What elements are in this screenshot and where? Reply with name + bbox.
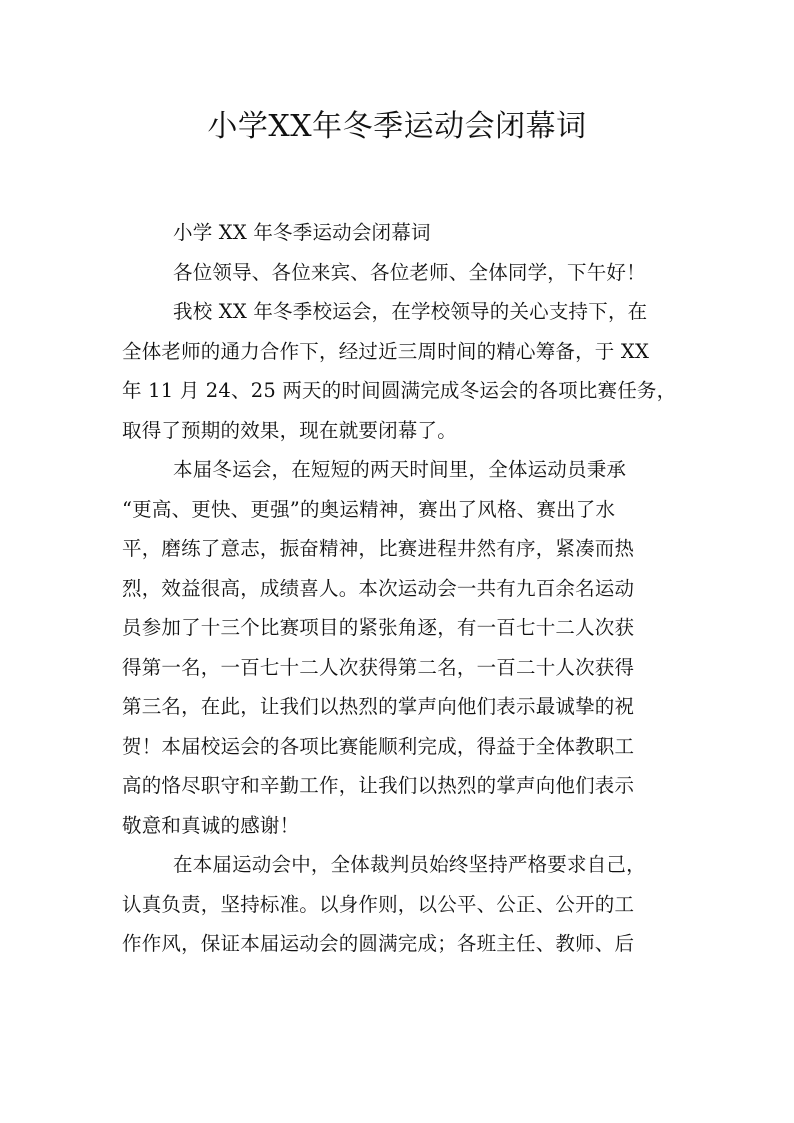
document-title: 小学XX年冬季运动会闭幕词 xyxy=(207,109,587,144)
body-line: 各位领导、各位来宾、各位老师、全体同学，下午好！ xyxy=(173,260,646,284)
body-line: 平，磨练了意志，振奋精神，比赛进程井然有序，紧凑而热 xyxy=(122,537,635,560)
body-line: 员参加了十三个比赛项目的紧张角逐，有一百七十二人次获 xyxy=(122,616,635,639)
body-line: 在本届运动会中，全体裁判员始终坚持严格要求自己， xyxy=(173,853,646,876)
body-line: 烈，效益很高，成绩喜人。本次运动会一共有九百余名运动 xyxy=(122,576,635,600)
body-line: “更高、更快、更强”的奥运精神，赛出了风格、赛出了水 xyxy=(122,497,616,521)
body-line: 作作风，保证本届运动会的圆满完成；各班主任、教师、后 xyxy=(122,932,635,955)
body-line: 本届冬运会，在短短的两天时间里，全体运动员秉承 xyxy=(173,458,627,481)
body-line: 全体老师的通力合作下，经过近三周时间的精心筹备，于 XX xyxy=(122,339,650,363)
body-line: 高的恪尽职守和辛勤工作，让我们以热烈的掌声向他们表示 xyxy=(122,774,635,797)
body-line: 我校 XX 年冬季校运会，在学校领导的关心支持下，在 xyxy=(173,300,648,323)
body-line: 得第一名，一百七十二人次获得第二名，一百二十人次获得 xyxy=(122,655,635,679)
body-line: 年 11 月 24、25 两天的时间圆满完成冬运会的各项比赛任务， xyxy=(122,379,677,402)
body-line: 取得了预期的效果，现在就要闭幕了。 xyxy=(122,418,457,442)
body-line: 认真负责，坚持标准。以身作则，以公平、公正、公开的工 xyxy=(122,892,635,916)
document-body xyxy=(122,213,678,964)
body-line: 第三名，在此，让我们以热烈的掌声向他们表示最诚挚的祝 xyxy=(122,695,635,718)
body-line: 小学 XX 年冬季运动会闭幕词 xyxy=(173,221,431,244)
body-line: 贺！本届校运会的各项比赛能顺利完成，得益于全体教职工 xyxy=(122,734,635,758)
body-line: 敬意和真诚的感谢！ xyxy=(122,813,300,837)
